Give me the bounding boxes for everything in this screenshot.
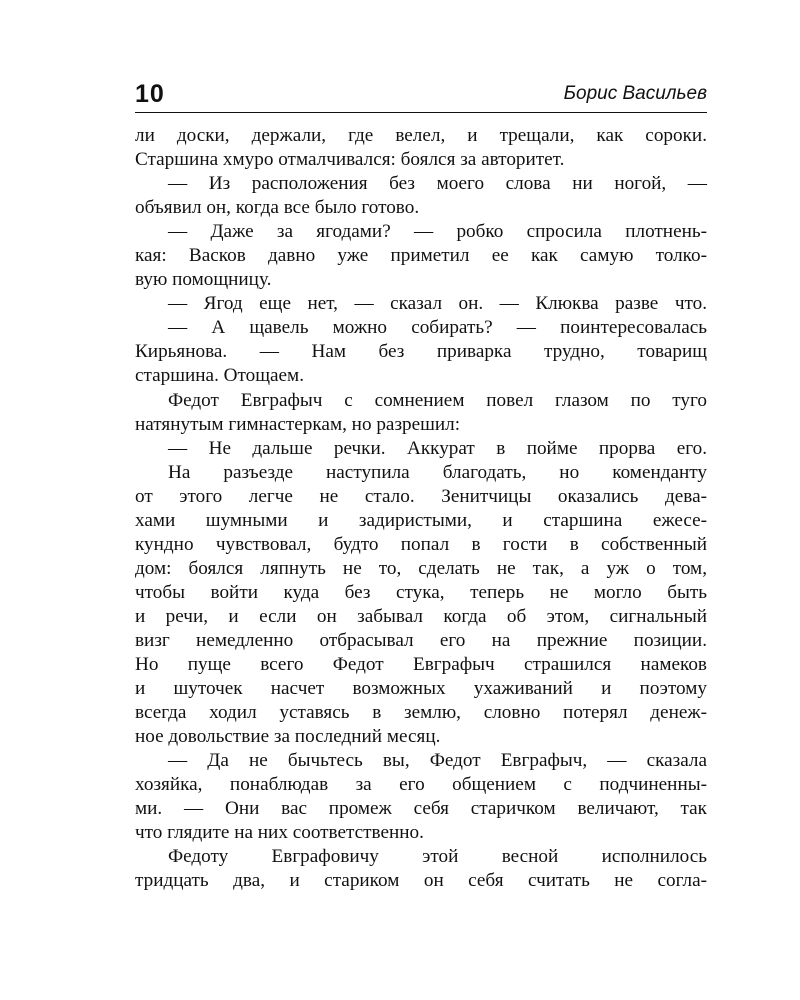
text-line: ное довольствие за последний месяц. bbox=[135, 726, 441, 748]
text-line: дом: боялся ляпнуть не то, сделать не так, а уж о том, bbox=[135, 557, 707, 579]
page-number: 10 bbox=[135, 80, 165, 108]
text-line: — Ягод еще нет, — сказал он. — Клюква разве что. bbox=[168, 293, 707, 315]
text-line: чтобы войти куда без стука, теперь не могло быть bbox=[135, 581, 707, 603]
text-line: тридцать два, и стариком он себя считать не согла- bbox=[135, 870, 707, 892]
text-line: ми. — Они вас промеж себя старичком величают, так bbox=[135, 798, 707, 820]
text-line: от этого легче не стало. Зенитчицы оказались дева- bbox=[135, 485, 707, 507]
text-line: Федот Евграфыч с сомнением повел глазом по туго bbox=[168, 389, 707, 411]
header-rule bbox=[135, 112, 707, 113]
text-line: — Из расположения без моего слова ни ногой, — bbox=[168, 173, 707, 195]
text-line: хозяйка, понаблюдав за его общением с подчиненны- bbox=[135, 774, 707, 796]
text-line: — Не дальше речки. Аккурат в пойме прорва его. bbox=[168, 437, 707, 459]
text-line: ли доски, держали, где велел, и трещали, как сороки. bbox=[135, 125, 707, 146]
text-line: визг немедленно отбрасывал его на прежние позиции. bbox=[135, 629, 707, 651]
body-text bbox=[135, 124, 707, 894]
text-line: На разъезде наступила благодать, но коменданту bbox=[168, 461, 707, 483]
text-line: что глядите на них соответственно. bbox=[135, 822, 424, 844]
text-line: кундно чувствовал, будто попал в гости в собственный bbox=[135, 533, 707, 555]
book-page bbox=[135, 78, 707, 918]
text-line: кая: Васков давно уже приметил ее как самую толко- bbox=[135, 245, 707, 267]
book-author: Борис Васильев bbox=[563, 83, 707, 104]
text-line: хами шумными и задиристыми, и старшина ежесе- bbox=[135, 509, 707, 531]
text-line: всегда ходил уставясь в землю, словно потерял денеж- bbox=[135, 702, 707, 724]
text-line: объявил он, когда все было готово. bbox=[135, 197, 420, 219]
text-line: — Даже за ягодами? — робко спросила плотнень- bbox=[168, 221, 707, 243]
text-line: Но пуще всего Федот Евграфыч страшился намеков bbox=[135, 654, 707, 676]
text-line: Кирьянова. — Нам без приварка трудно, товарищ bbox=[135, 341, 707, 363]
text-line: — А щавель можно собирать? — поинтересовалась bbox=[168, 317, 707, 339]
text-line: и речи, и если он забывал когда об этом, сигнальный bbox=[135, 605, 707, 627]
text-line: Старшина хмуро отмалчивался: боялся за авторитет. bbox=[135, 149, 565, 171]
text-line: Федоту Евграфовичу этой весной исполнилось bbox=[168, 846, 707, 868]
text-line: — Да не бычьтесь вы, Федот Евграфыч, — сказала bbox=[168, 750, 707, 772]
running-header bbox=[135, 78, 707, 110]
text-line: старшина. Отощаем. bbox=[135, 365, 304, 387]
text-line: вую помощницу. bbox=[135, 269, 272, 291]
text-line: и шуточек насчет возможных ухаживаний и поэтому bbox=[135, 678, 707, 700]
text-line: натянутым гимнастеркам, но разрешил: bbox=[135, 413, 461, 435]
